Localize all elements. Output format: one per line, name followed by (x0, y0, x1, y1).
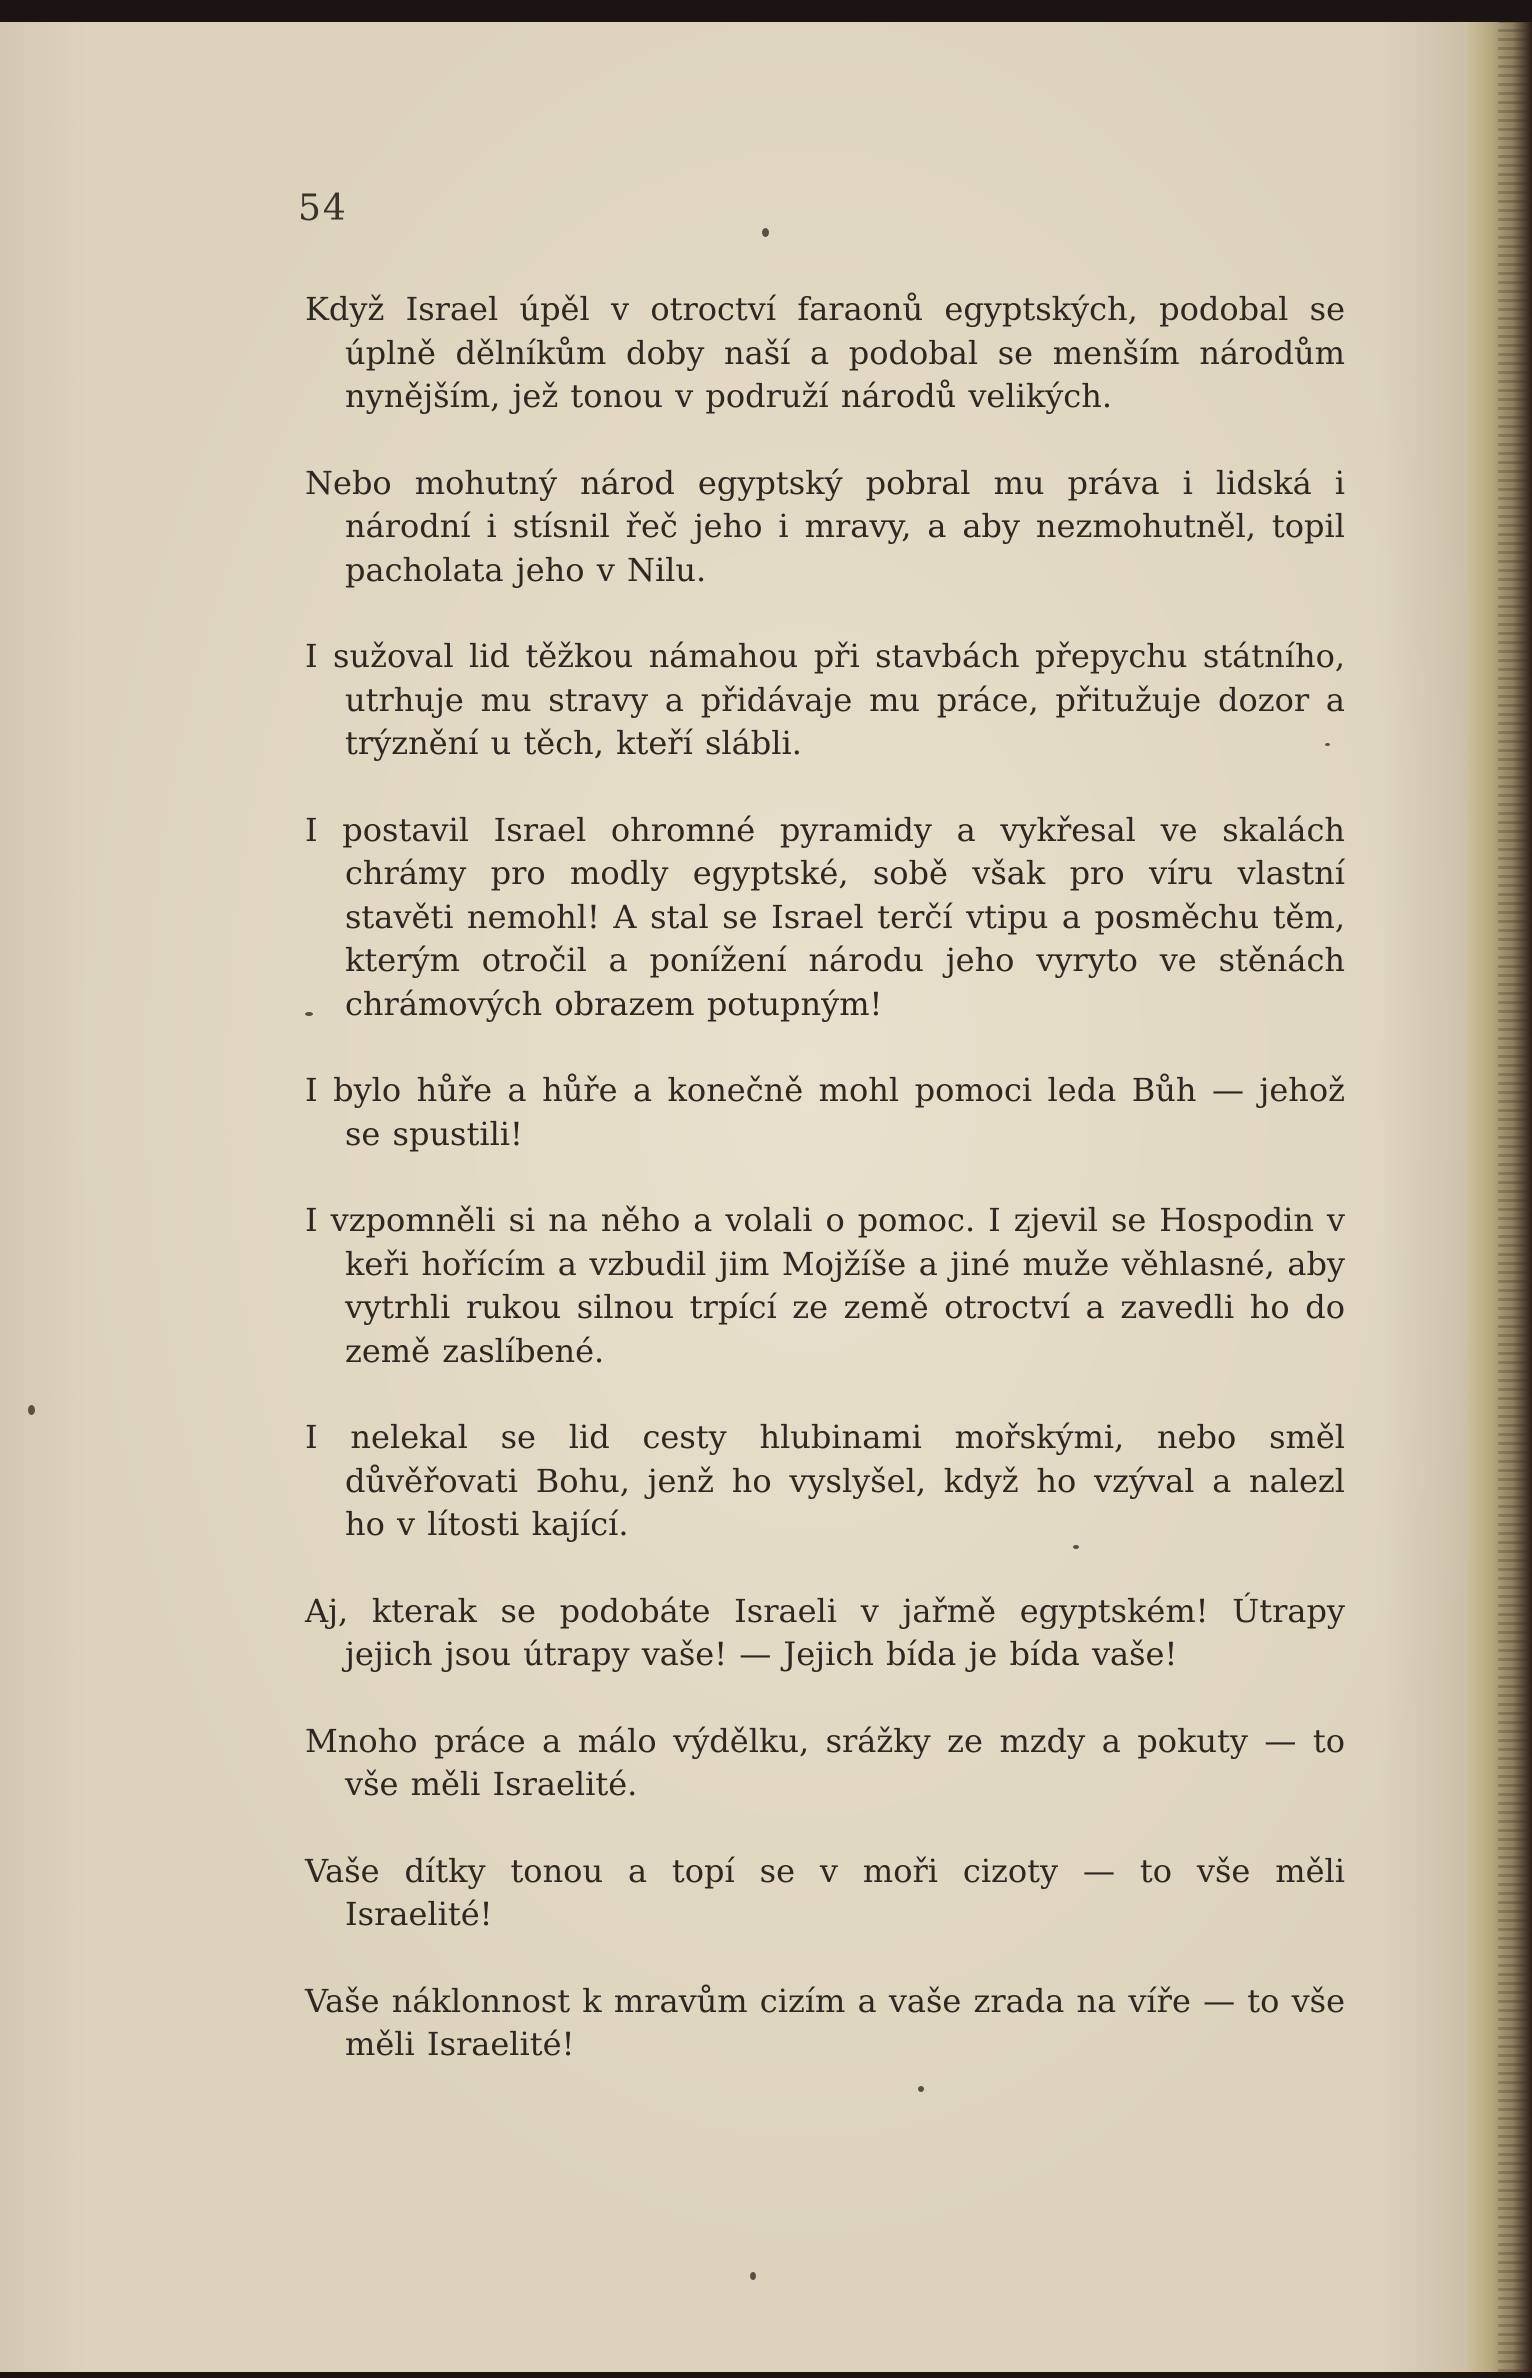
print-speck (762, 228, 769, 237)
paragraph: I postavil Israel ohromné pyramidy a vykřesal ve skalách chrámy pro modly egyptské, sobě však pro víru vlastní stavěti nemohl! A stal se Israel terčí vtipu a posměchu těm, kterým otročil a ponížení národu jeho vyryto ve stěnách chrámových obrazem potupným! (305, 810, 1345, 1023)
print-speck (750, 2272, 756, 2280)
print-speck (1325, 743, 1330, 746)
paragraph: Vaše náklonnost k mravům cizím a vaše zrada na víře — to vše měli Israelité! (305, 1981, 1345, 2063)
paragraph: Mnoho práce a málo výdělku, srážky ze mzdy a pokuty — to vše měli Israelité. (305, 1721, 1345, 1803)
print-speck (1073, 1545, 1079, 1549)
print-speck (305, 1012, 313, 1016)
page-edges (1498, 22, 1532, 2372)
paragraph: Nebo mohutný národ egyptský pobral mu práva i lidská i národní i stísnil řeč jeho i mravy, a aby nezmohutněl, topil pacholata jeho v Nilu. (305, 463, 1345, 589)
print-speck (28, 1405, 35, 1415)
paragraph: Vaše dítky tonou a topí se v moři cizoty — to vše měli Israelité! (305, 1851, 1345, 1933)
paragraph: I nelekal se lid cesty hlubinami mořskými, nebo směl důvěřovati Bohu, jenž ho vyslyšel, když ho vzýval a nalezl ho v lítosti kající. (305, 1418, 1345, 1543)
paragraph: I sužoval lid těžkou námahou při stavbách přepychu státního, utrhuje mu stravy a přidávaje mu práce, přitužuje dozor a trýznění u těch, kteří slábli. (305, 637, 1345, 762)
print-speck (918, 2086, 924, 2092)
page-number: 54 (298, 188, 348, 229)
body-text (305, 288, 1345, 2110)
paragraph: I bylo hůře a hůře a konečně mohl pomoci leda Bůh — jehož se spustili! (305, 1071, 1345, 1153)
paragraph: Aj, kterak se podobáte Israeli v jařmě egyptském! Útrapy jejich jsou útrapy vaše! — Jejich bída je bída vaše! (305, 1591, 1345, 1673)
paragraph: I vzpomněli si na něho a volali o pomoc. I zjevil se Hospodin v keři hořícím a vzbudil jim Mojžíše a jiné muže věhlasné, aby vytrhli rukou silnou trpící ze země otroctví a zavedli ho do země zaslíbené. (305, 1201, 1345, 1370)
paragraph: Když Israel úpěl v otroctví faraonů egyptských, podobal se úplně dělníkům doby naší a podobal se menším národům nynějším, jež tonou v podruží národů velikých. (305, 290, 1345, 415)
